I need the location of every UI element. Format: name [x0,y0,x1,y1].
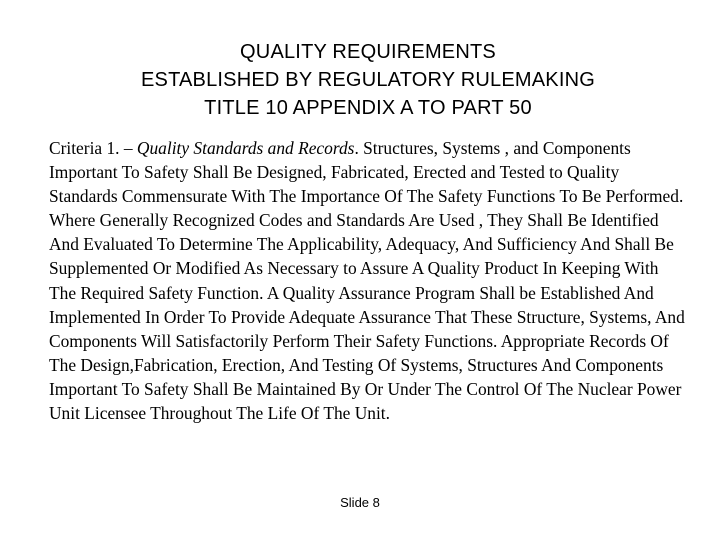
slide-number: Slide 8 [340,495,380,510]
criteria-paragraph [49,136,685,425]
title-line-1: QUALITY REQUIREMENTS [240,41,496,63]
criteria-text: . Structures, Systems , and Components Important To Safety Shall Be Designed, Fabricated, Erected and Tested to Quality Standards Commensurate With The Importance Of The Safety Functions To Be Performed. Where Generally Recognized Codes and Standards Are Used , They Shall Be Identified And Evaluated To Determine The Applicability, Adequacy, And Sufficiency And Shall Be Supplemented Or Modified As Necessary to Assure A Quality Product In Keeping With The Required Safety Function. A Quality Assurance Program Shall be Established And Implemented In Order To Provide Adequate Assurance That These Structure, Systems, And Components Will Satisfactorily Perform Their Safety Functions. Appropriate Records Of The Design,Fabrication, Erection, And Testing Of Systems, Structures And Components Important To Safety Shall Be Maintained By Or Under The Control Of The Nuclear Power Unit Licensee Throughout The Life Of The Unit. [49,138,685,424]
slide-title [0,38,720,122]
title-line-3: TITLE 10 APPENDIX A TO PART 50 [204,97,532,119]
criteria-label: Criteria 1. – [49,138,137,158]
criteria-title: Quality Standards and Records [136,138,355,158]
title-line-2: ESTABLISHED BY REGULATORY RULEMAKING [140,69,595,91]
